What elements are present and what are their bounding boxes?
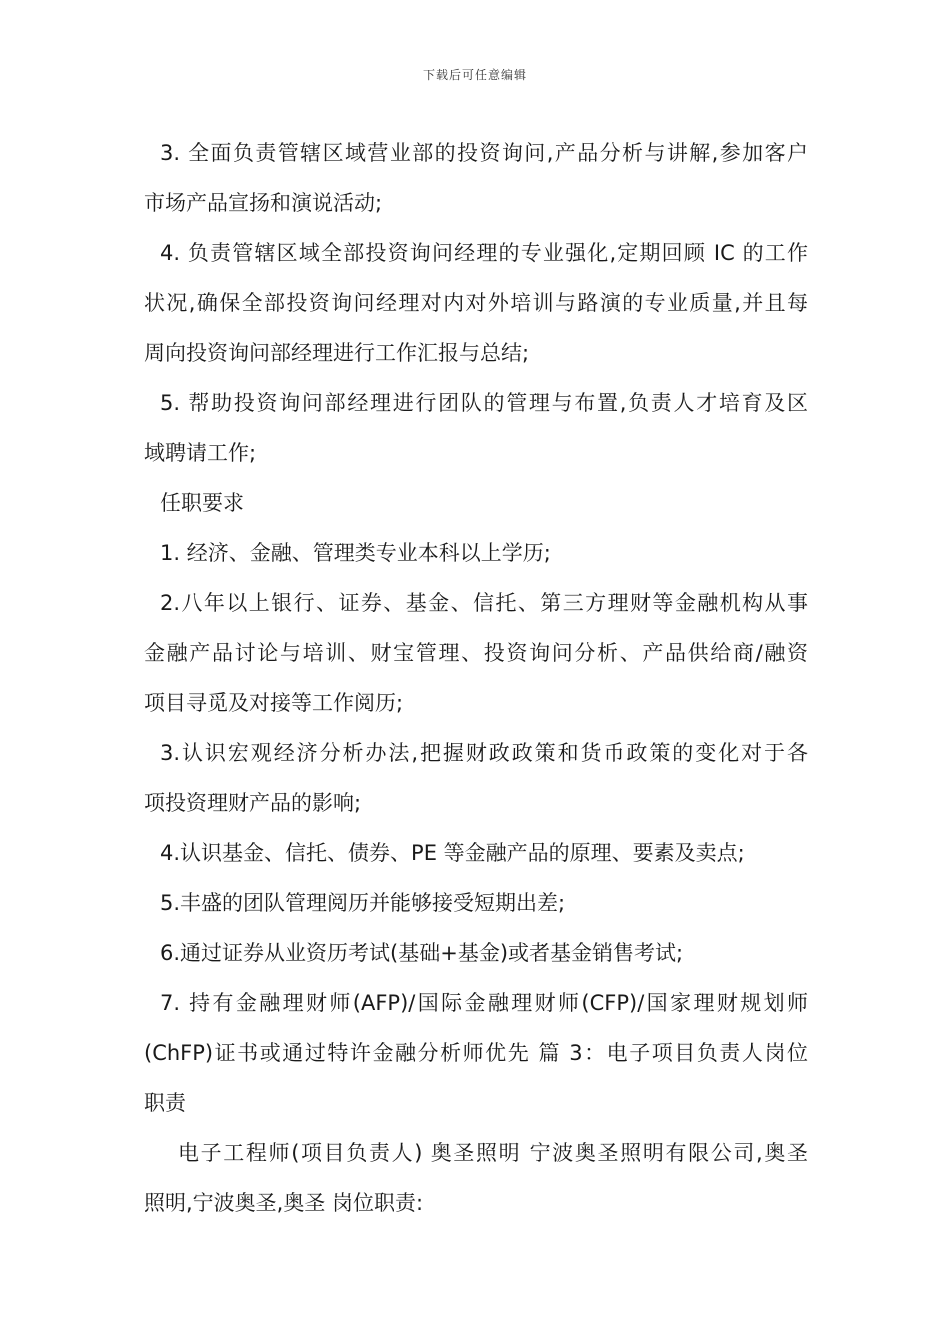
paragraph-line: 项投资理财产品的影响; bbox=[144, 791, 362, 815]
paragraph-line: 3.认识宏观经济分析办法,把握财政政策和货币政策的变化对于各 bbox=[160, 741, 808, 765]
paragraph-line: 6.通过证券从业资历考试(基础+基金)或者基金销售考试; bbox=[160, 941, 684, 965]
paragraph-line: 电子工程师(项目负责人) 奥圣照明 宁波奥圣照明有限公司,奥圣 bbox=[178, 1141, 808, 1165]
paragraph-line: 域聘请工作; bbox=[144, 441, 257, 465]
paragraph-line: 周向投资询问部经理进行工作汇报与总结; bbox=[144, 341, 530, 365]
paragraph-line: 金融产品讨论与培训、财宝管理、投资询问分析、产品供给商/融资 bbox=[144, 641, 808, 665]
document-body bbox=[144, 128, 808, 1228]
paragraph-line: 项目寻觅及对接等工作阅历; bbox=[144, 691, 404, 715]
paragraph-line: 1. 经济、金融、管理类专业本科以上学历; bbox=[160, 541, 551, 565]
paragraph-line: 4.认识基金、信托、债券、PE 等金融产品的原理、要素及卖点; bbox=[160, 841, 745, 865]
paragraph-line: 照明,宁波奥圣,奥圣 岗位职责: bbox=[144, 1191, 424, 1215]
paragraph-line: 4. 负责管辖区域全部投资询问经理的专业强化,定期回顾 IC 的工作 bbox=[160, 241, 808, 265]
paragraph-line: 职责 bbox=[144, 1091, 186, 1115]
paragraph-line: 市场产品宣扬和演说活动; bbox=[144, 191, 383, 215]
section-heading: 任职要求 bbox=[160, 491, 244, 515]
paragraph-line: 5. 帮助投资询问部经理进行团队的管理与布置,负责人才培育及区 bbox=[160, 391, 808, 415]
paragraph-line: 5.丰盛的团队管理阅历并能够接受短期出差; bbox=[160, 891, 566, 915]
paragraph-line: 3. 全面负责管辖区域营业部的投资询问,产品分析与讲解,参加客户 bbox=[160, 141, 808, 165]
paragraph-line: (ChFP)证书或通过特许金融分析师优先 篇 3：电子项目负责人岗位 bbox=[144, 1041, 808, 1065]
paragraph-line: 7. 持有金融理财师(AFP)/国际金融理财师(CFP)/国家理财规划师 bbox=[160, 991, 808, 1015]
page-header-note: 下载后可任意编辑 bbox=[422, 68, 527, 82]
paragraph-line: 2.八年以上银行、证券、基金、信托、第三方理财等金融机构从事 bbox=[160, 591, 808, 615]
paragraph-line: 状况,确保全部投资询问经理对内对外培训与路演的专业质量,并且每 bbox=[144, 291, 808, 315]
